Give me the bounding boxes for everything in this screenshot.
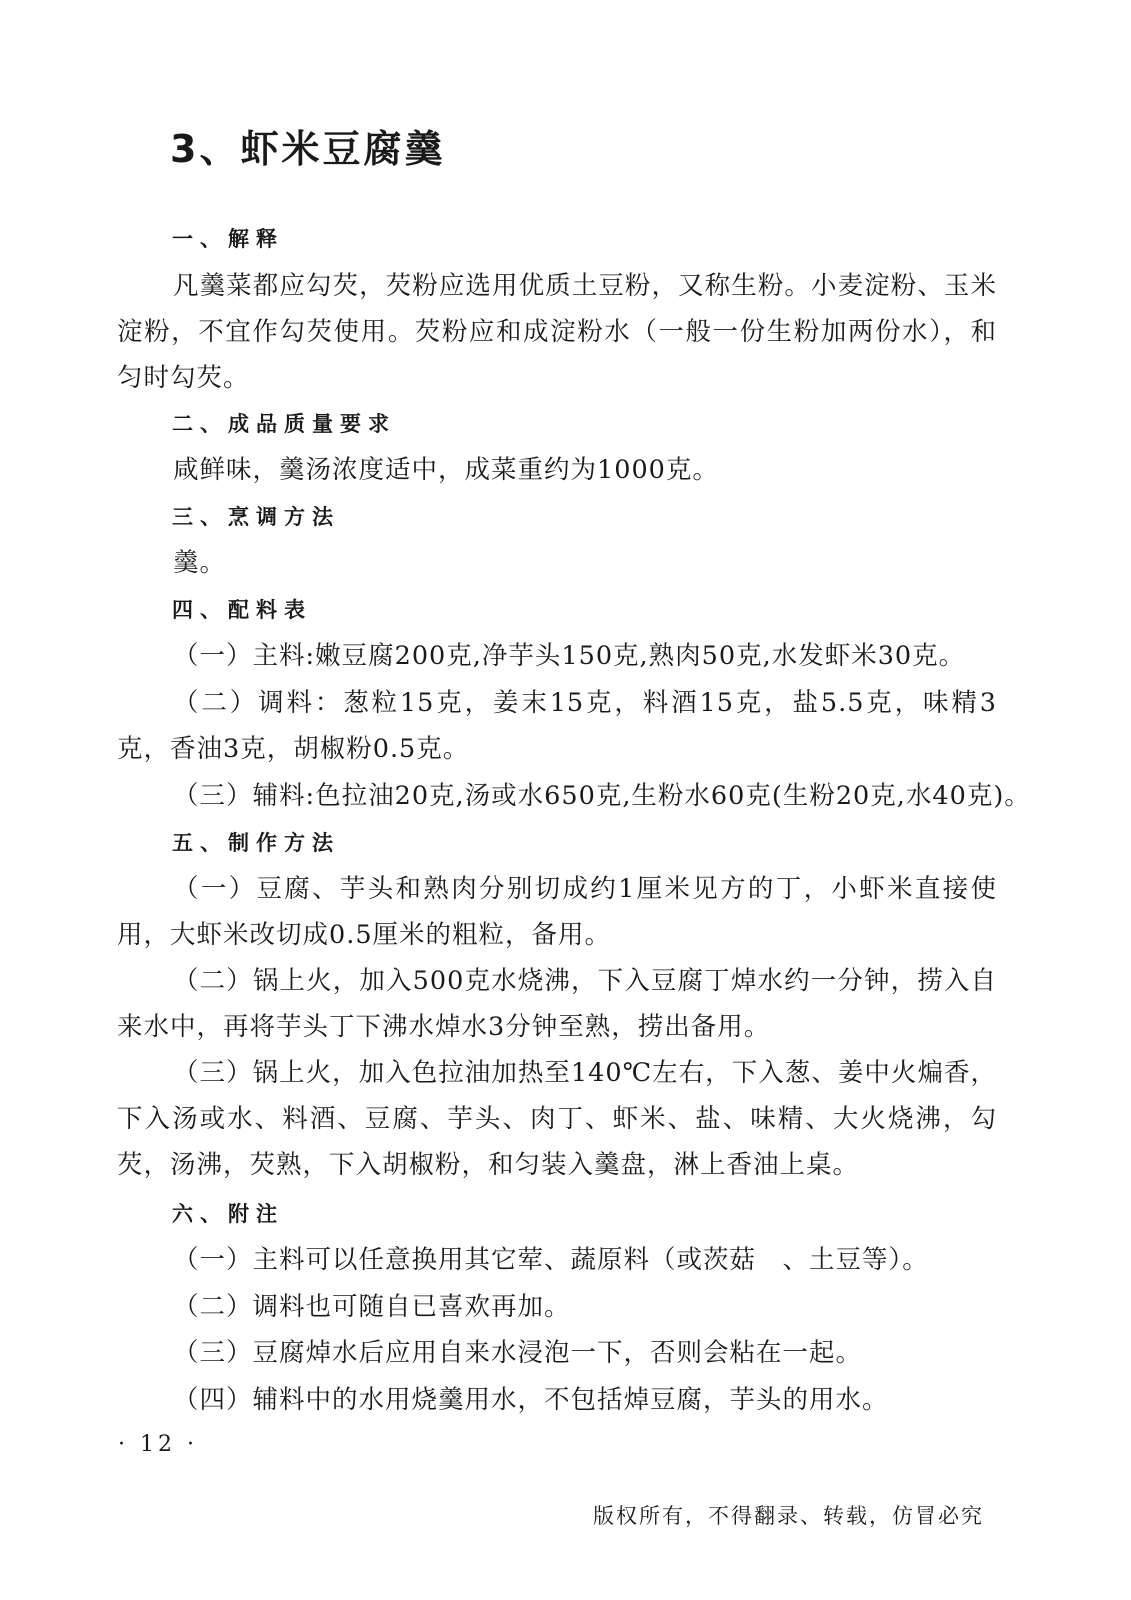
note-1: （一）主料可以任意换用其它荤、蔬原料（或茨菇 、土豆等）。: [173, 1245, 929, 1275]
page-number: · 12 ·: [118, 1432, 198, 1457]
copyright-footer: 版权所有，不得翻录、转载，仿冒必究: [593, 1504, 984, 1528]
ingredients-auxiliary: （三）辅料:色拉油20克,汤或水650克,生粉水60克(生粉20克,水40克)。: [173, 781, 1031, 811]
section-heading-procedure: 五、制作方法: [172, 831, 340, 855]
cooking-method-paragraph: 羹。: [173, 548, 227, 578]
explanation-paragraph: 凡羹菜都应勾芡，芡粉应选用优质土豆粉，又称生粉。小麦淀粉、玉米淀粉，不宜作勾芡使用。芡粉应和成淀粉水（一般一份生粉加两份水），和匀时勾芡。: [117, 271, 997, 393]
procedure-step-3: （三）锅上火，加入色拉油加热至140℃左右，下入葱、姜中火煸香，下入汤或水、料酒、豆腐、芋头、肉丁、虾米、盐、味精、大火烧沸，勾芡，汤沸，芡熟，下入胡椒粉，和匀装入羹盘，淋上香油上桌。: [117, 1058, 997, 1180]
section-heading-ingredients: 四、配料表: [172, 598, 312, 622]
section-heading-notes: 六、附注: [172, 1202, 284, 1226]
section-heading-explanation: 一、解释: [172, 227, 284, 251]
ingredients-seasoning: （二）调料：葱粒15克，姜末15克，料酒15克，盐5.5克，味精3克，香油3克，胡椒粉0.5克。: [117, 688, 997, 764]
section-heading-quality: 二、成品质量要求: [172, 412, 396, 436]
procedure-step-1: （一）豆腐、芋头和熟肉分别切成约1厘米见方的丁，小虾米直接使用，大虾米改切成0.5厘米的粗粒，备用。: [117, 874, 997, 950]
note-3: （三）豆腐焯水后应用自来水浸泡一下，否则会粘在一起。: [173, 1338, 863, 1368]
quality-paragraph: 咸鲜味，羹汤浓度适中，成菜重约为1000克。: [173, 455, 719, 485]
procedure-step-2: （二）锅上火，加入500克水烧沸，下入豆腐丁焯水约一分钟，捞入自来水中，再将芋头丁下沸水焯水3分钟至熟，捞出备用。: [117, 966, 997, 1042]
page-title: 3、虾米豆腐羹: [170, 127, 446, 171]
ingredients-main: （一）主料:嫩豆腐200克,净芋头150克,熟肉50克,水发虾米30克。: [173, 641, 966, 671]
note-4: （四）辅料中的水用烧羹用水，不包括焯豆腐，芋头的用水。: [173, 1385, 889, 1415]
section-heading-cooking-method: 三、烹调方法: [172, 505, 340, 529]
note-2: （二）调料也可随自已喜欢再加。: [173, 1292, 571, 1322]
